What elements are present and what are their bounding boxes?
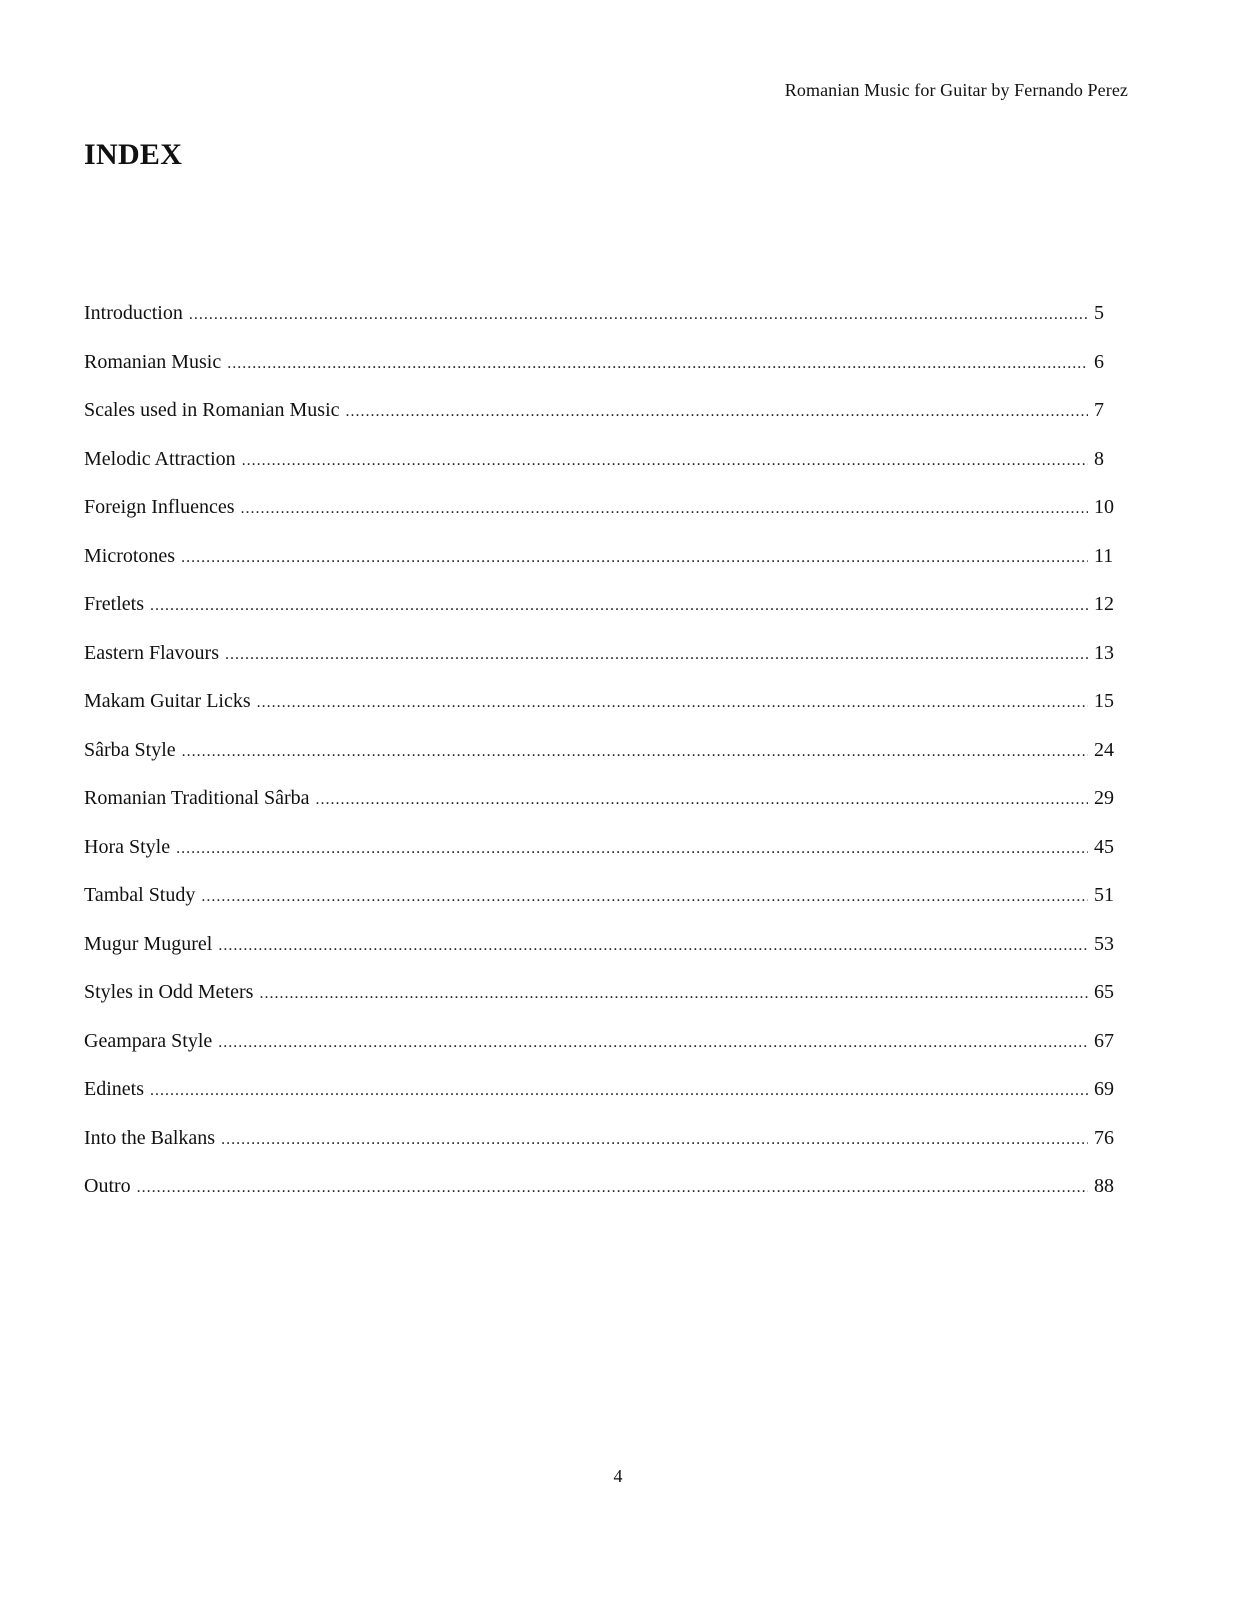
toc-entry-title: Tambal Study — [84, 884, 196, 906]
page-number: 4 — [613, 1466, 623, 1486]
toc-entry-page: 29 — [1094, 787, 1114, 809]
toc-entry-title: Romanian Music — [84, 350, 222, 373]
toc-entry-title: Melodic Attraction — [84, 447, 236, 470]
toc-dot-leader — [218, 1034, 1088, 1052]
toc-entry-page: 45 — [1094, 835, 1114, 858]
toc-dot-leader — [242, 452, 1088, 470]
toc-entry[interactable] — [84, 593, 1124, 642]
toc-entry[interactable] — [84, 1127, 1124, 1176]
toc-entry[interactable] — [84, 836, 1124, 885]
toc-dot-leader — [181, 549, 1088, 567]
toc-dot-leader — [150, 597, 1088, 615]
toc-entry-title: Fretlets — [84, 593, 144, 615]
toc-entry-title: Edinets — [84, 1078, 144, 1100]
toc-entry-page: 65 — [1094, 981, 1114, 1003]
toc-dot-leader — [189, 306, 1088, 324]
toc-entry-title: Introduction — [84, 302, 183, 324]
toc-entry-page: 51 — [1094, 884, 1114, 906]
toc-entry-page: 13 — [1094, 641, 1114, 664]
toc-entry-page: 67 — [1094, 1029, 1114, 1052]
toc-dot-leader — [176, 840, 1088, 858]
toc-dot-leader — [241, 500, 1088, 518]
toc-entry-page: 24 — [1094, 738, 1114, 761]
toc-entry[interactable] — [84, 351, 1124, 400]
running-header: Romanian Music for Guitar by Fernando Perez — [784, 80, 1128, 100]
toc-entry-page: 12 — [1094, 593, 1114, 615]
toc-entry[interactable] — [84, 545, 1124, 594]
toc-entry-title: Outro — [84, 1175, 131, 1197]
toc-entry-page: 76 — [1094, 1126, 1114, 1149]
toc-dot-leader — [221, 1131, 1088, 1149]
toc-entry[interactable] — [84, 496, 1124, 545]
toc-entry-title: Mugur Mugurel — [84, 932, 213, 955]
toc-dot-leader — [227, 355, 1088, 373]
toc-entry[interactable] — [84, 933, 1124, 982]
toc-entry-title: Romanian Traditional Sârba — [84, 787, 310, 809]
toc-entry-page: 53 — [1094, 932, 1114, 955]
toc-entry-title: Into the Balkans — [84, 1126, 216, 1149]
toc-entry[interactable] — [84, 739, 1124, 788]
toc-entry[interactable] — [84, 884, 1124, 933]
toc-entry[interactable] — [84, 448, 1124, 497]
toc-dot-leader — [257, 694, 1088, 712]
toc-entry-title: Geampara Style — [84, 1029, 213, 1052]
toc-entry[interactable] — [84, 1175, 1124, 1224]
toc-entry[interactable] — [84, 787, 1124, 836]
toc-entry[interactable] — [84, 690, 1124, 739]
table-of-contents — [84, 302, 1124, 1224]
toc-entry[interactable] — [84, 981, 1124, 1030]
toc-entry[interactable] — [84, 1030, 1124, 1079]
toc-entry-page: 10 — [1094, 496, 1114, 518]
toc-entry[interactable] — [84, 302, 1124, 351]
page-title: INDEX — [84, 138, 183, 171]
toc-entry-title: Microtones — [84, 544, 176, 567]
toc-dot-leader — [218, 937, 1088, 955]
toc-entry-title: Styles in Odd Meters — [84, 981, 254, 1003]
toc-dot-leader — [346, 403, 1088, 421]
toc-entry[interactable] — [84, 642, 1124, 691]
toc-entry-page: 8 — [1094, 447, 1104, 470]
toc-entry-title: Makam Guitar Licks — [84, 690, 251, 712]
toc-entry-title: Hora Style — [84, 835, 171, 858]
toc-entry-title: Eastern Flavours — [84, 641, 219, 664]
toc-entry[interactable] — [84, 399, 1124, 448]
toc-dot-leader — [137, 1179, 1088, 1197]
toc-dot-leader — [150, 1082, 1088, 1100]
toc-entry-page: 69 — [1094, 1078, 1114, 1100]
toc-entry-title: Foreign Influences — [84, 496, 235, 518]
toc-dot-leader — [201, 888, 1088, 906]
toc-dot-leader — [259, 985, 1088, 1003]
toc-entry-page: 5 — [1094, 302, 1104, 324]
toc-entry-page: 15 — [1094, 690, 1114, 712]
toc-entry-page: 11 — [1094, 544, 1114, 567]
toc-dot-leader — [225, 646, 1088, 664]
toc-entry-page: 7 — [1094, 399, 1104, 421]
toc-entry-title: Sârba Style — [84, 738, 176, 761]
toc-entry-page: 6 — [1094, 350, 1104, 373]
toc-dot-leader — [182, 743, 1088, 761]
toc-entry[interactable] — [84, 1078, 1124, 1127]
toc-entry-title: Scales used in Romanian Music — [84, 399, 340, 421]
toc-entry-page: 88 — [1094, 1175, 1114, 1197]
toc-dot-leader — [316, 791, 1088, 809]
